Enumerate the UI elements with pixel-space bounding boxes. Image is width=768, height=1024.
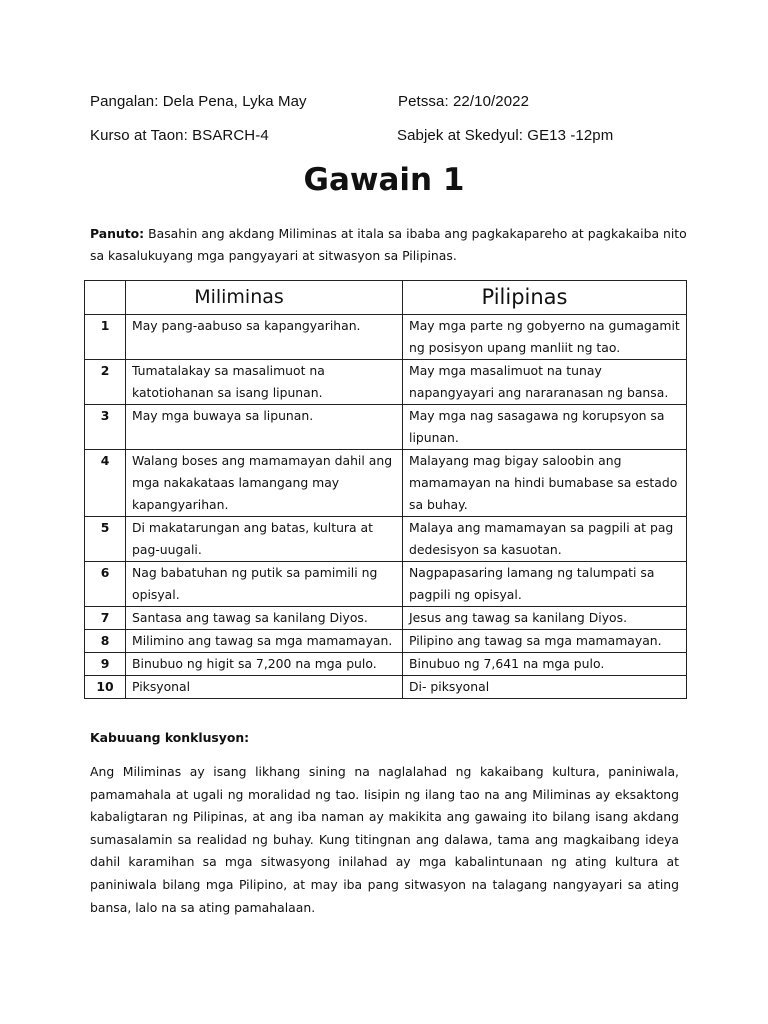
course-year-field: Kurso at Taon: BSARCH-4 bbox=[90, 127, 269, 144]
header-miliminas: Miliminas bbox=[126, 281, 403, 315]
table-row bbox=[85, 315, 687, 360]
header-pilipinas: Pilipinas bbox=[403, 281, 687, 315]
conclusion-text: Ang Miliminas ay isang likhang sining na naglalahad ng kakaibang kultura, paniniwala, pamamahala at ugali ng moralidad ng tao. Iisipin ng ilang tao na ang Miliminas ay eksaktong kabaligtaran ng Pilipinas, at ang iba naman ay makikita ang gawaing ito bilang isang akdang sumasalamin sa realidad ng buhay. Kung titingnan ang dalawa, tama ang magkaibang ideya dahil karamihan sa mga sitwasyong inilahad ay mga kabalintunaan ng ating kultura at paniniwala bilang mga Pilipino, at may iba pang sitwasyon na talagang nangyayari sa ating bansa, lalo na sa ating pamahalaan. bbox=[90, 764, 679, 915]
table-row bbox=[85, 405, 687, 450]
table-row bbox=[85, 517, 687, 562]
miliminas-cell: Binubuo ng higit sa 7,200 na mga pulo. bbox=[126, 653, 403, 676]
row-number: 5 bbox=[85, 517, 126, 562]
table-row bbox=[85, 676, 687, 699]
pilipinas-cell: Di- piksyonal bbox=[403, 676, 687, 699]
row-number: 10 bbox=[85, 676, 126, 699]
table-row bbox=[85, 562, 687, 607]
header-number bbox=[85, 281, 126, 315]
pilipinas-cell: Binubuo ng 7,641 na mga pulo. bbox=[403, 653, 687, 676]
table-row bbox=[85, 653, 687, 676]
miliminas-cell: Santasa ang tawag sa kanilang Diyos. bbox=[126, 607, 403, 630]
table-row bbox=[85, 630, 687, 653]
miliminas-cell: Nag babatuhan ng putik sa pamimili ng opisyal. bbox=[126, 562, 403, 607]
instructions-label: Panuto: bbox=[90, 226, 145, 241]
table-row bbox=[85, 360, 687, 405]
pilipinas-cell: Pilipino ang tawag sa mga mamamayan. bbox=[403, 630, 687, 653]
table-row bbox=[85, 607, 687, 630]
instructions-text: Basahin ang akdang Miliminas at itala sa ibaba ang pagkakapareho at pagkakaiba nito sa kasalukuyang mga pangyayari at sitwasyon sa Pilipinas. bbox=[90, 226, 687, 263]
miliminas-cell: Tumatalakay sa masalimuot na katotiohanan sa isang lipunan. bbox=[126, 360, 403, 405]
miliminas-cell: Walang boses ang mamamayan dahil ang mga nakakataas lamangang may kapangyarihan. bbox=[126, 450, 403, 517]
row-number: 9 bbox=[85, 653, 126, 676]
row-number: 7 bbox=[85, 607, 126, 630]
subject-schedule-field: Sabjek at Skedyul: GE13 -12pm bbox=[397, 127, 614, 144]
pilipinas-cell: Nagpapasaring lamang ng talumpati sa pagpili ng opisyal. bbox=[403, 562, 687, 607]
row-number: 8 bbox=[85, 630, 126, 653]
conclusion-label: Kabuuang konklusyon: bbox=[90, 730, 250, 745]
student-name: Pangalan: Dela Pena, Lyka May bbox=[90, 93, 307, 110]
row-number: 4 bbox=[85, 450, 126, 517]
miliminas-cell: Di makatarungan ang batas, kultura at pag-uugali. bbox=[126, 517, 403, 562]
row-number: 6 bbox=[85, 562, 126, 607]
pilipinas-cell: Jesus ang tawag sa kanilang Diyos. bbox=[403, 607, 687, 630]
pilipinas-cell: Malayang mag bigay saloobin ang mamamayan na hindi bumabase sa estado sa buhay. bbox=[403, 450, 687, 517]
miliminas-cell: May pang-aabuso sa kapangyarihan. bbox=[126, 315, 403, 360]
date-field: Petssa: 22/10/2022 bbox=[398, 93, 530, 110]
pilipinas-cell: May mga parte ng gobyerno na gumagamit ng posisyon upang manliit ng tao. bbox=[403, 315, 687, 360]
instructions-paragraph bbox=[90, 223, 690, 267]
pilipinas-cell: Malaya ang mamamayan sa pagpili at pag dedesisyon sa kasuotan. bbox=[403, 517, 687, 562]
miliminas-cell: Piksyonal bbox=[126, 676, 403, 699]
row-number: 3 bbox=[85, 405, 126, 450]
row-number: 2 bbox=[85, 360, 126, 405]
row-number: 1 bbox=[85, 315, 126, 360]
page-title: Gawain 1 bbox=[303, 162, 465, 198]
pilipinas-cell: May mga masalimuot na tunay napangyayari ang nararanasan ng bansa. bbox=[403, 360, 687, 405]
comparison-table bbox=[84, 280, 687, 699]
table-row bbox=[85, 450, 687, 517]
pilipinas-cell: May mga nag sasagawa ng korupsyon sa lipunan. bbox=[403, 405, 687, 450]
miliminas-cell: Milimino ang tawag sa mga mamamayan. bbox=[126, 630, 403, 653]
table-header-row bbox=[85, 281, 687, 315]
miliminas-cell: May mga buwaya sa lipunan. bbox=[126, 405, 403, 450]
